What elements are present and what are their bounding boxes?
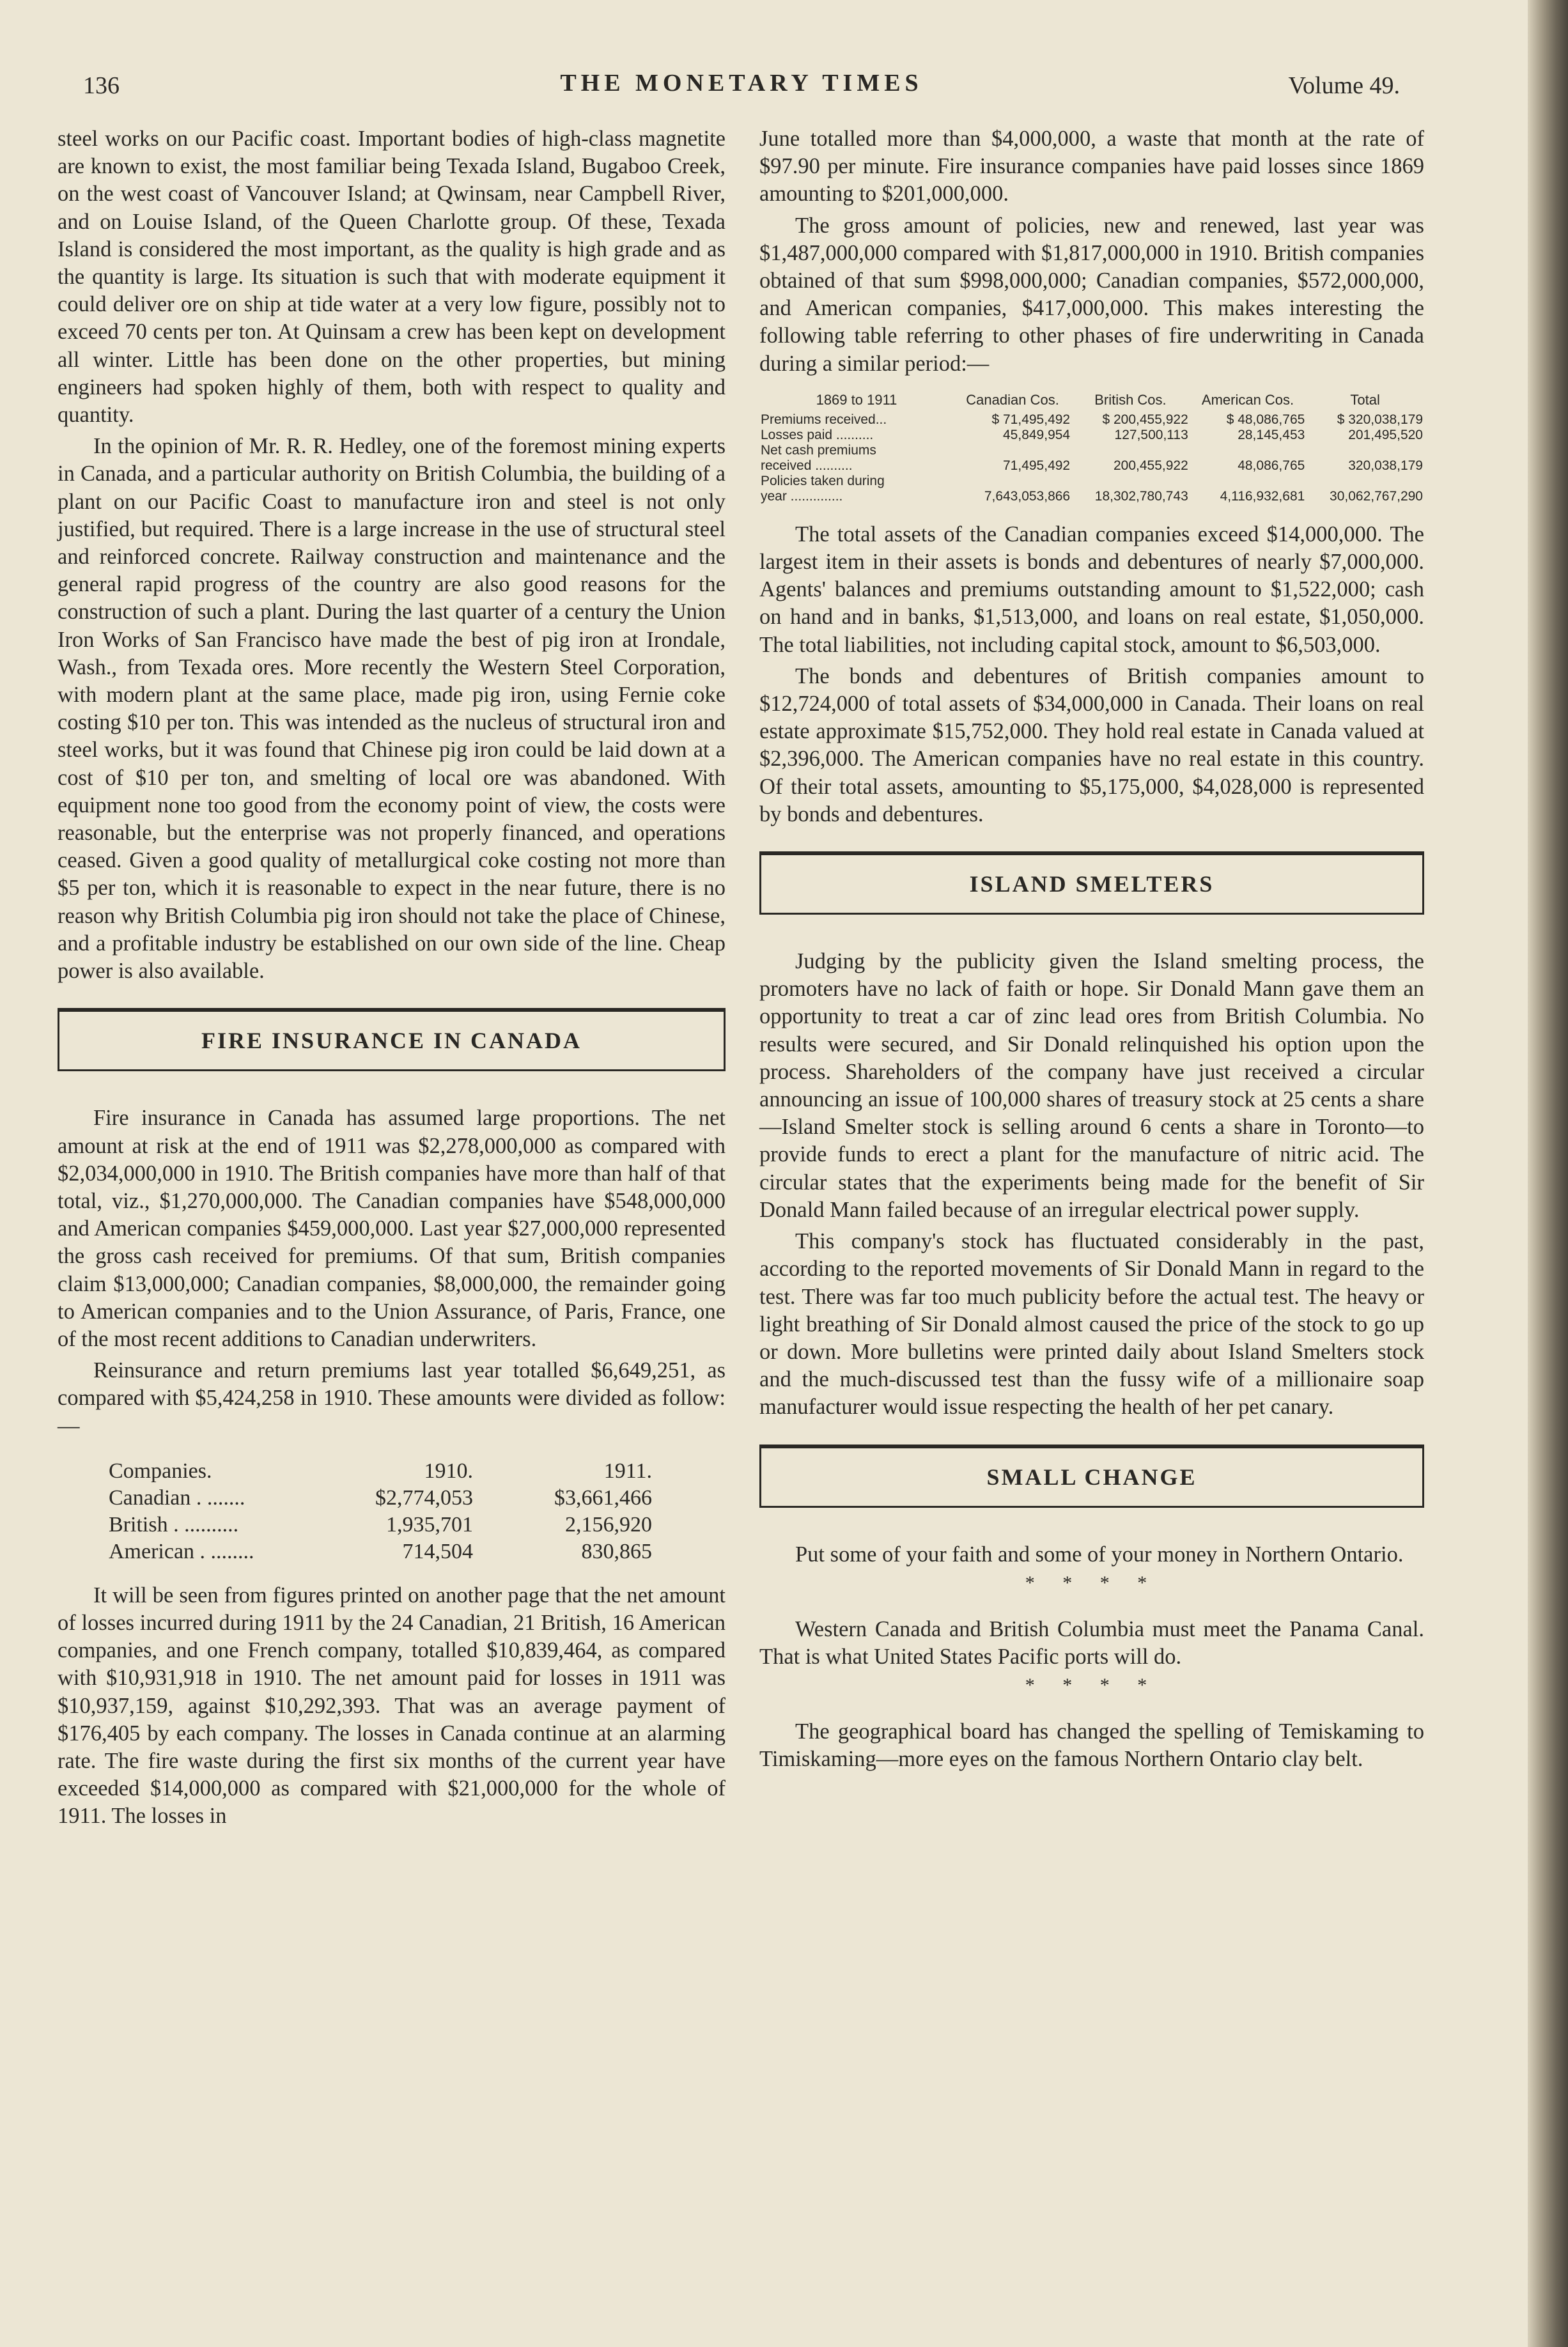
table-cell: 201,495,520	[1348, 427, 1423, 442]
table-cell: 28,145,453	[1238, 427, 1305, 442]
small-change-heading-box	[759, 1445, 1424, 1508]
separator-stars: * * * *	[1025, 1675, 1159, 1696]
table-row	[759, 458, 1424, 474]
page-header	[83, 66, 1400, 105]
table-header-cell: 1910.	[424, 1459, 473, 1483]
table-cell	[1071, 474, 1190, 489]
table-header-cell: 1869 to 1911	[816, 391, 897, 408]
table-cell: 127,500,113	[1114, 427, 1188, 442]
table-cell	[1190, 474, 1307, 489]
separator-stars: * * * *	[1025, 1572, 1159, 1593]
table-cell: Premiums received...	[761, 412, 887, 427]
volume-label: Volume 49.	[1288, 72, 1400, 99]
small-change-item-2: Western Canada and British Columbia must meet the Panama Canal. That is what United States Pacific ports will do.	[759, 1616, 1424, 1669]
table-header-cell: 1911.	[603, 1459, 652, 1483]
table-header-cell: British Cos.	[1094, 391, 1167, 408]
left-column	[58, 125, 726, 1834]
table-cell: $ 200,455,922	[1102, 412, 1188, 427]
fire-losses-paragraph: June totalled more than $4,000,000, a waste that month at the rate of $97.90 per minute. Fire insurance companies have paid losses since 1869 amounting to $201,000,000.	[759, 127, 1424, 206]
small-change-heading: SMALL CHANGE	[986, 1464, 1197, 1490]
reinsurance-table	[109, 1458, 652, 1565]
fire-insurance-paragraph-1: Fire insurance in Canada has assumed large proportions. The net amount at risk at the end of 1911 was $2,278,000,000 as compared with $2,034,000,000 in 1910. The British companies have more than half of that total, viz., $1,270,000,000. The Canadian companies have $548,000,000 and American companies $459,000,000. Last year $27,000,000 represented the gross cash received for premiums. Of that sum, British companies claim $13,000,000; Canadian companies, $8,000,000, the remainder going to American companies and to the Union Assurance, of Paris, France, one of the most recent additions to Canadian underwriters.	[58, 1106, 726, 1351]
table-cell: Losses paid ..........	[761, 427, 874, 442]
gross-policies-paragraph: The gross amount of policies, new and renewed, last year was $1,487,000,000 compared with $1,817,000,000 in 1910. British companies obtained of that sum $998,000,000; Canadian companies, $572,000,000, and American companies, $417,000,000. This makes interesting the following table referring to other phases of fire underwriting in Canada during a similar period:—	[759, 213, 1424, 376]
table-cell: 4,116,932,681	[1220, 488, 1305, 504]
table-cell: 18,302,780,743	[1094, 488, 1188, 504]
table-cell: 714,504	[402, 1539, 473, 1563]
table-row	[759, 474, 1424, 489]
steel-works-paragraph: steel works on our Pacific coast. Important bodies of high-class magnetite are known to exist, the most familiar being Texada Island, Bugaboo Creek, on the west coast of Vancouver Island; at Qwinsam, near Campbell River, and on Louise Island, of the Queen Charlotte group. Of these, Texada Island is considered the most important, as the quality is high grade and as the quantity is large. Its situation is such that with moderate equipment it could deliver ore on ship at tide water at a very low figure, possibly not to exceed 70 cents per ton. At Quinsam a crew has been kept on development all winter. Little has been done on the other properties, but mining engineers had spoken highly of them, both with respect to quality and quantity.	[58, 127, 726, 428]
table-cell	[1071, 443, 1190, 458]
table-cell: British . ..........	[109, 1512, 239, 1537]
hedley-paragraph: In the opinion of Mr. R. R. Hedley, one of the foremost mining experts in Canada, and a particular authority on British Columbia, the building of a plant on our Pacific Coast to manufacture iron and steel is not only justified, but required. There is a large increase in the use of structural steel and reinforced concrete. Railway construction and maintenance and the general rapid progress of the country are also good reasons for the construction of such a plant. During the last quarter of a century the Union Iron Works of San Francisco have made the best of pig iron at Irondale, Wash., from Texada ores. More recently the Western Steel Corporation, with modern plant at the same place, made pig iron, using Fernie coke costing $10 per ton. This was intended as the nucleus of structural iron and steel works, but it was found that Chinese pig iron could be laid down at a cost of $10 per ton, and smelting of local ore was abandoned. With equipment none too good from the economy point of view, the costs were reasonable, but the enterprise was not properly financed, and operations ceased. Given a good quality of metallurgical coke costing not more than $5 per ton, which it is reasonable to expect in the near future, there is no reason why British Columbia pig iron should not take the place of Chinese, and a profitable industry be established on our own side of the line. Cheap power is also available.	[58, 434, 726, 984]
small-change-item-3: The geographical board has changed the spelling of Temiskaming to Timiskaming—more eyes on the famous Northern Ontario clay belt.	[759, 1719, 1424, 1772]
fire-insurance-paragraph-3: It will be seen from figures printed on another page that the net amount of losses incurred during 1911 by the 24 Canadian, 21 British, 16 American companies, and one French company, totalled $10,839,464, as compared with $10,931,918 in 1910. The net amount paid for losses in 1911 was $10,937,159, against $10,292,393. That was an average payment of $176,405 by each company. The losses in Canada continue at an alarming rate. The fire waste during the first six months of the current year have exceeded $14,000,000 as compared with $21,000,000 for the whole of 1911. The losses in	[58, 1583, 726, 1829]
table-row	[759, 412, 1424, 428]
underwriting-table	[759, 392, 1424, 504]
table-cell	[1190, 443, 1307, 458]
table-header-row	[759, 392, 1424, 412]
table-cell: received ..........	[761, 458, 853, 473]
binding-edge	[1528, 0, 1568, 2347]
fire-insurance-heading-box	[58, 1008, 726, 1071]
table-cell: Policies taken during	[761, 473, 885, 488]
table-header-cell: Companies.	[109, 1459, 212, 1483]
table-header-cell: American Cos.	[1201, 391, 1294, 408]
table-cell: $ 320,038,179	[1337, 412, 1423, 427]
table-cell: $ 48,086,765	[1226, 412, 1305, 427]
table-cell: 71,495,492	[1003, 458, 1071, 473]
table-row	[759, 489, 1424, 504]
table-cell	[954, 443, 1071, 458]
table-cell: 200,455,922	[1113, 458, 1188, 473]
table-row	[109, 1485, 652, 1512]
page-number: 136	[83, 72, 120, 99]
table-cell	[954, 474, 1071, 489]
table-cell: 2,156,920	[565, 1512, 652, 1537]
island-smelters-paragraph-1: Judging by the publicity given the Island smelting process, the promoters have no lack of faith or hope. Sir Donald Mann gave them an opportunity to treat a car of zinc lead ores from British Columbia. No results were secured, and Sir Donald relinquished his option upon the process. Shareholders of the company have just received a circular announcing an issue of 100,000 shares of treasury stock at 25 cents a share—Island Smelter stock is selling around 6 cents a share in Toronto—to provide funds to erect a plant for the manufacture of nitric acid. The circular states that the experiments being made for the benefit of Sir Donald Mann failed because of an irregular electrical power supply.	[759, 949, 1424, 1222]
fire-insurance-paragraph-2: Reinsurance and return premiums last year totalled $6,649,251, as compared with $5,424,258 in 1910. These amounts were divided as follow:—	[58, 1358, 726, 1438]
table-cell: 320,038,179	[1348, 458, 1423, 473]
table-cell: 1,935,701	[386, 1512, 473, 1537]
table-cell: year ..............	[761, 488, 843, 504]
table-cell: 48,086,765	[1238, 458, 1305, 473]
table-cell: Net cash premiums	[761, 442, 876, 458]
table-row	[109, 1538, 652, 1565]
table-cell: Canadian . .......	[109, 1485, 245, 1510]
small-change-item-1: Put some of your faith and some of your money in Northern Ontario.	[795, 1542, 1404, 1567]
right-column	[759, 125, 1424, 1778]
table-cell: 7,643,053,866	[984, 488, 1071, 504]
table-row	[759, 428, 1424, 443]
canadian-assets-paragraph: The total assets of the Canadian companies exceed $14,000,000. The largest item in their assets is bonds and debentures of nearly $7,000,000. Agents' balances and premiums outstanding amount to $1,522,000; cash on hand and in banks, $1,513,000, and loans on real estate, $1,050,000. The total liabilities, not including capital stock, amount to $6,503,000.	[759, 522, 1424, 657]
table-row	[759, 443, 1424, 458]
table-cell	[1306, 443, 1424, 458]
fire-insurance-heading: FIRE INSURANCE IN CANADA	[201, 1028, 582, 1054]
table-row	[109, 1512, 652, 1538]
island-smelters-paragraph-2: This company's stock has fluctuated considerably in the past, according to the reported movements of Sir Donald Mann in regard to the test. There was far too much publicity before the actual test. The heavy or light breathing of Sir Donald almost caused the price of the stock to go up or down. More bulletins were printed daily about Island Smelters stock and the much-discussed test than the fussy wife of a millionaire soap manufacturer would issue respecting the health of her pet canary.	[759, 1229, 1424, 1420]
british-bonds-paragraph: The bonds and debentures of British companies amount to $12,724,000 of total assets of $34,000,000 in Canada. Their loans on real estate approximate $15,752,000. They hold real estate in Canada valued at $2,396,000. The American companies have no real estate in this country. Of their total assets, amounting to $5,175,000, $4,028,000 is represented by bonds and debentures.	[759, 663, 1424, 826]
table-cell	[1306, 474, 1424, 489]
table-cell: $2,774,053	[375, 1485, 473, 1510]
table-header-cell: Canadian Cos.	[966, 391, 1059, 408]
table-cell: 30,062,767,290	[1330, 488, 1423, 504]
table-header-row	[109, 1458, 652, 1485]
table-cell: 45,849,954	[1003, 427, 1071, 442]
table-cell: 830,865	[581, 1539, 652, 1563]
publication-title: THE MONETARY TIMES	[560, 70, 923, 97]
table-header-cell: Total	[1350, 391, 1380, 408]
island-smelters-heading-box	[759, 851, 1424, 915]
island-smelters-heading: ISLAND SMELTERS	[969, 871, 1215, 897]
table-cell: $3,661,466	[554, 1485, 652, 1510]
table-cell: American . ........	[109, 1539, 254, 1563]
table-cell: $ 71,495,492	[991, 412, 1071, 427]
